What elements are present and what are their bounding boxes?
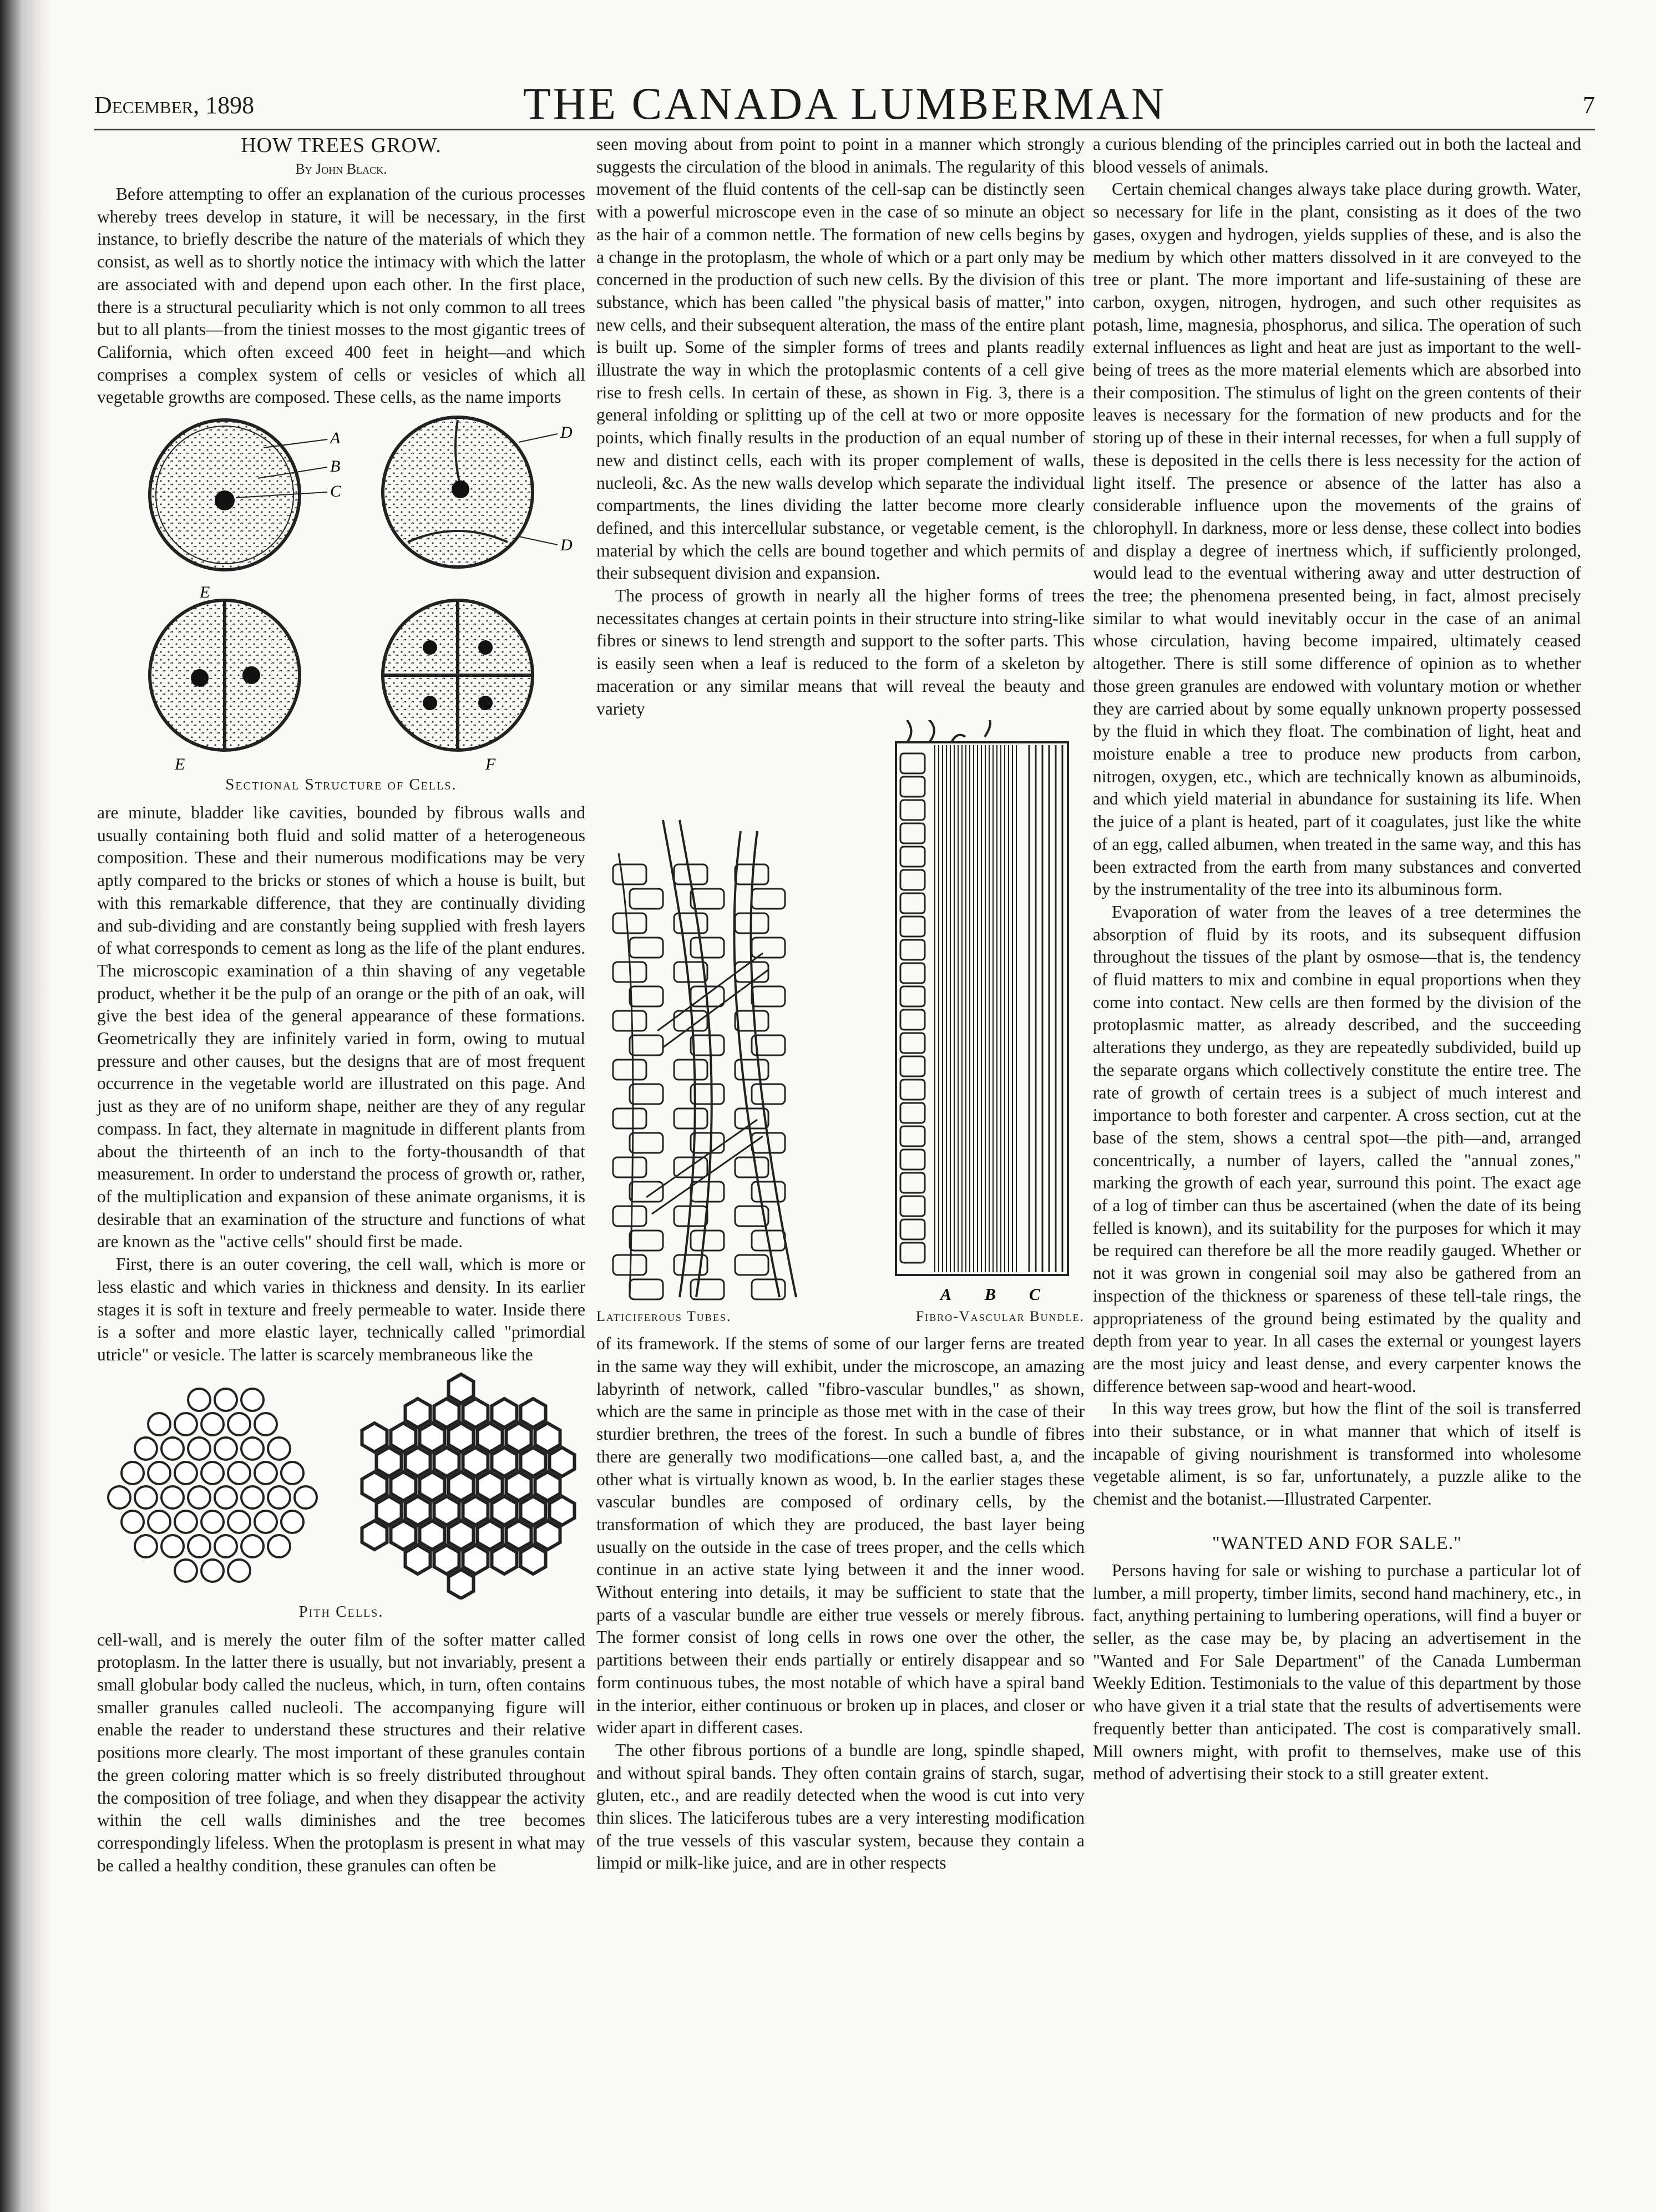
- laticiferous-cell: [691, 1133, 724, 1153]
- laticiferous-cell: [613, 864, 646, 884]
- paragraph: are minute, bladder like cavities, bounded by fibrous walls and usually containing both fluid and solid matter of a heterogeneous composition. These and their numerous modifications may be very aptly compared to the bricks or stones of which a house is built, but with this remarkable difference, that they are continually dividing and sub-dividing and are constantly being supplied with fresh layers of what corresponds to cement as long as the life of the plant endures. The microscopic examination of a thin shaving of any vegetable product, whether it be the pulp of an orange or the pith of an oak, will give the best idea of the general appearance of these formations. Geometrically they are infinitely varied in form, owing to mutual pressure and other causes, but the designs that are of most frequent occurrence in the vegetable world are illustrated on this page. And just as they are of no uniform shape, neither are they of any regular compass. In fact, they alternate in magnitude in different plants from about the thirteenth of an inch to the forty-thousandth of that measurement. In order to understand the process of growth or, rather, of the multiplication and expansion of these animate organisms, it is desirable that an examination of the structure and functions of what are known as the "active cells" should first be made.: [97, 803, 585, 1252]
- laticiferous-cell: [691, 1035, 724, 1055]
- paragraph: The process of growth in nearly all the higher forms of trees necessitates changes at certain points in their structure into string-like fibres or sinews to lend strength and support to the softer parts. This is easily seen when a leaf is reduced to the form of a skeleton by maceration or any similar means that will reveal the beauty and variety: [596, 586, 1085, 718]
- bundle-cell: [900, 777, 925, 797]
- paragraph: seen moving about from point to point in a manner which strongly suggests the circulation of the blood in animals. The regularity of this movement of the fluid contents of the cell-sap can be distinctly seen with a powerful microscope even in the case of so minute an object as the hair of a common nettle. The formation of new cells begins by a change in the protoplasm, the whole of which or a part only may be concerned in the production of such new cells. By the division of this substance, which has been called "the physical basis of matter," into new cells, and their subsequent alteration, the mass of the entire plant is built up. Some of the simpler forms of trees and plants readily illustrate the way in which the protoplasmic contents of a cell give rise to fresh cells. In certain of these, as shown in Fig. 3, there is a general infolding or splitting up of the cell at two or more opposite points, which finally results in the production of an equal number of new and distinct cells, each with its proper complement of walls, nucleoli, &c. As the new walls develop which separate the individual compartments, the lines dividing the latter become more clearly defined, and this intercellular substance, or vegetable cement, is the material by which the cells are bound together and which permits of their subsequent division and expansion.: [596, 134, 1085, 583]
- pith-cell-hex: [449, 1423, 474, 1452]
- label-c: C: [330, 482, 342, 501]
- notice-title: "WANTED AND FOR SALE.": [1212, 1532, 1462, 1553]
- pith-cell-round: [201, 1413, 224, 1435]
- label-b: B: [330, 457, 341, 476]
- pith-cell-hex: [492, 1496, 517, 1525]
- pith-cell-round: [241, 1535, 264, 1557]
- pith-cell-hex: [420, 1521, 445, 1550]
- pith-cell-hex: [492, 1545, 517, 1574]
- pith-cell-round: [201, 1560, 224, 1582]
- bundle-cell: [900, 1103, 925, 1123]
- pith-cell-round: [268, 1437, 290, 1460]
- label-e-bottom: E: [175, 755, 185, 773]
- paragraph: of its framework. If the stems of some of our larger ferns are treated in the same way they will exhibit, under the microscope, an amazing labyrinth of network, called "fibro-vascular bundles," as shown, which are the same in principle as those met with in the case of their sturdier brethren, the trees of the forest. In such a bundle of fibres there are generally two modifications—one called bast, a, and the other what is virtually known as wood, b. In the earlier stages these vascular bundles are composed of ordinary cells, by the transformation of which they are produced, the bast layer being usually on the outside in the case of trees proper, and the cells which continue in an active state lying between it and the inner wood. Without entering into details, it may be sufficient to state that the parts of a vascular bundle are either true vessels or merely fibrous. The former consist of long cells in rows one over the other, the partitions between their ends partially or entirely disappear and so form continuous tubes, the most notable of which have a spiral band in the interior, either continuous or broken up in places, and closer or wider apart in different cases.: [596, 1334, 1085, 1738]
- pith-cell-hex: [535, 1472, 560, 1501]
- laticiferous-tubes-drawing: [613, 820, 796, 1299]
- pith-cell-round: [228, 1560, 250, 1582]
- pith-cell-round: [135, 1437, 157, 1460]
- figure-caption-laticiferous: Laticiferous Tubes.: [596, 1308, 732, 1325]
- pith-cell-round: [188, 1437, 210, 1460]
- pith-cell-hex: [449, 1570, 474, 1598]
- laticiferous-cell: [752, 986, 785, 1006]
- pith-cell-hex: [362, 1472, 387, 1501]
- pith-cell-round: [228, 1413, 250, 1435]
- bundle-cell: [900, 823, 925, 843]
- article-title: HOW TREES GROW.: [241, 134, 442, 157]
- sectional-structure-figure: [97, 409, 585, 772]
- pith-cell-hex: [406, 1447, 431, 1476]
- pith-cell-hex: [406, 1545, 431, 1574]
- pith-cell-hex: [521, 1447, 546, 1476]
- pith-cell-round: [188, 1535, 210, 1557]
- laticiferous-cell: [752, 938, 785, 958]
- laticiferous-cell: [735, 1060, 768, 1080]
- hexagonal-pith-cells: [362, 1374, 575, 1598]
- bundle-cell: [900, 1173, 925, 1193]
- pith-cell-round: [148, 1413, 170, 1435]
- bundle-cell: [900, 1150, 925, 1170]
- pith-cell-hex: [550, 1496, 575, 1525]
- paragraph: Evaporation of water from the leaves of a tree determines the absorption of fluid by its roots, and its subsequent diffusion throughout the tissues of the plant by osmose—that is, the tendency of fluid matters to mix and combine in equal proportions when they come into contact. New cells are then formed by the division of the protoplasmic matter, as already described, and the succeeding alterations they undergo, as they are repeatedly subdivided, build up the separate organs which collectively constitute the entire tree. The rate of growth of certain trees is a subject of much interest and importance to both forester and carpenter. A cross section, cut at the base of the stem, shows a central spot—the pith—and, arranged concentrically, a number of layers, called the "annual zones," marking the growth of each year, surround this point. The exact age of a log of timber can thus be ascertained (when the date of its being felled is known), and its suitability for the purposes for which it may be required can therefore be all the more readily gauged. Whether or not it was grown in congenial soil may also be gathered from an inspection of the thickness or spareness of these tell-tale rings, the appropriateness of the ground being estimated by the quality and depth from year to year. In all cases the external or youngest layers are the most juicy and least dense, and every carpenter knows the difference between sap-wood and heart-wood.: [1093, 902, 1581, 1396]
- bundle-cell: [900, 986, 925, 1006]
- bundle-cell: [900, 1126, 925, 1146]
- pith-cell-hex: [362, 1423, 387, 1452]
- pith-cell-hex: [507, 1521, 531, 1550]
- column-2: [596, 133, 1085, 1875]
- pith-cell-round: [228, 1511, 250, 1533]
- laticiferous-cell: [691, 1231, 724, 1251]
- pith-cell-round: [135, 1486, 157, 1509]
- cell-diagram-d: [383, 417, 573, 567]
- pith-cell-hex: [478, 1423, 503, 1452]
- pith-cell-hex: [507, 1472, 531, 1501]
- pith-cell-round: [188, 1486, 210, 1509]
- label-bundle-c: C: [1029, 1285, 1041, 1304]
- pith-cell-round: [255, 1413, 277, 1435]
- pith-cell-hex: [550, 1447, 575, 1476]
- pith-cell-hex: [377, 1496, 402, 1525]
- pith-cell-hex: [535, 1521, 560, 1550]
- laticiferous-cell: [613, 1157, 646, 1177]
- paragraph: cell-wall, and is merely the outer film of the softer matter called protoplasm. In the latter there is usually, but not invariably, present a small globular body called the nucleus, which, in turn, often contains smaller granules called nucleoli. The accompanying figure will enable the reader to understand these structures and their relative positions more clearly. The most important of these granules contain the green coloring matter which is so freely distributed throughout the composition of tree foliage, and when they disappear the activity within the cell walls diminishes and the tree becomes correspondingly lifeless. When the protoplasm is present in what may be called a healthy condition, these granules can often be: [97, 1629, 585, 1875]
- pith-cell-round: [241, 1389, 264, 1411]
- cell-diagram-f: [383, 600, 533, 772]
- pith-cell-round: [161, 1437, 184, 1460]
- pith-cell-hex: [492, 1447, 517, 1476]
- laticiferous-cell: [752, 1084, 785, 1104]
- pith-cell-round: [175, 1560, 197, 1582]
- pith-cell-hex: [362, 1521, 387, 1550]
- bundle-cell: [900, 940, 925, 960]
- pith-cell-hex: [449, 1472, 474, 1501]
- laticiferous-cell: [630, 938, 663, 958]
- pith-cell-round: [161, 1535, 184, 1557]
- bundle-cell: [900, 1219, 925, 1239]
- laticiferous-cell: [691, 938, 724, 958]
- pith-cell-hex: [406, 1399, 431, 1428]
- pith-cell-hex: [420, 1423, 445, 1452]
- pith-cell-round: [241, 1486, 264, 1509]
- bundle-cell: [900, 893, 925, 913]
- laticiferous-cell: [630, 1133, 663, 1153]
- pith-cell-round: [281, 1511, 303, 1533]
- pith-cell-round: [268, 1535, 290, 1557]
- laticiferous-cell: [630, 1231, 663, 1251]
- round-pith-cells: [108, 1389, 317, 1582]
- laticiferous-cell: [613, 1011, 646, 1031]
- laticiferous-cell: [752, 889, 785, 909]
- cell-diagram-e: [150, 583, 300, 772]
- pith-cell-hex: [449, 1374, 474, 1403]
- pith-cell-round: [241, 1437, 264, 1460]
- laticiferous-cell: [735, 1255, 768, 1275]
- figure-caption-cells: Sectional Structure of Cells.: [225, 776, 457, 794]
- pith-cell-round: [215, 1389, 237, 1411]
- pith-cell-round: [295, 1486, 317, 1509]
- pith-cell-hex: [535, 1423, 560, 1452]
- pith-cell-round: [201, 1511, 224, 1533]
- page-header: [94, 78, 1595, 128]
- laticiferous-cell: [613, 1108, 646, 1128]
- masthead-title: THE CANADA LUMBERMAN: [523, 78, 1167, 129]
- paragraph: The other fibrous portions of a bundle are long, spindle shaped, and without spiral bands. They often contain grains of starch, sugar, gluten, etc., and are readily detected when the wood is cut into very thin slices. The laticiferous tubes are a very interesting modification of the true vessels of this vascular system, because they contain a limpid or milk-like juice, and are in other respects: [596, 1740, 1085, 1873]
- pith-cell-hex: [507, 1423, 531, 1452]
- pith-cell-hex: [521, 1545, 546, 1574]
- bundle-cell: [900, 917, 925, 937]
- pith-cell-round: [215, 1486, 237, 1509]
- pith-cell-round: [215, 1437, 237, 1460]
- pith-cell-hex: [434, 1399, 459, 1428]
- pith-cell-round: [281, 1462, 303, 1484]
- pith-cell-hex: [521, 1399, 546, 1428]
- pith-cell-hex: [463, 1545, 488, 1574]
- pith-cell-round: [268, 1486, 290, 1509]
- laticiferous-cell: [613, 1206, 646, 1226]
- bundle-cell: [900, 1243, 925, 1263]
- paragraph: First, there is an outer covering, the cell wall, which is more or less elastic and which varies in thickness and density. In its earlier stages it is soft in texture and freely permeable to water. Inside there is a softer and more elastic layer, technically called "primordial utricle" or vesicle. The latter is scarcely membraneous like the: [97, 1254, 585, 1364]
- tubes-and-bundle-figure: [596, 720, 1085, 1308]
- column-1: [97, 133, 585, 1877]
- laticiferous-cell: [735, 1011, 768, 1031]
- paragraph: Certain chemical changes always take place during growth. Water, so necessary for life in the plant, consisting as it does of the two gases, oxygen and hydrogen, yields supplies of these, and is also the medium by which other matters dissolved in it are conveyed to the tree or plant. The more important and life-sustaining of these are carbon, oxygen, nitrogen, hydrogen, and such other requisites as potash, lime, magnesia, phosphorus, and silica. The operation of such external influences as light and heat are just as important to the well-being of trees as the more material elements which are absorbed into their composition. The stimulus of light on the green contents of their leaves is necessary for the formation of new products and for the storing up of these in their internal recesses, for when a full supply of these is deposited in the cells there is less necessity for the action of light itself. The presence or absence of the latter has also a considerable influence upon the movements of the grains of chlorophyll. In darkness, more or less dense, these collect into bodies and display a degree of inertness which, if sufficiently prolonged, would lead to the eventual withering away and utter destruction of the tree; the phenomena presented being, in fact, almost precisely similar to what would inevitably occur in the case of an animal whose circulation, having become impaired, ultimately ceased altogether. There is still some difference of opinion as to whether those green granules are endowed with voluntary motion or whether they are carried about by some equally unknown property possessed by the fluid in which they float. The combination of light, heat and moisture enable a tree to produce new products from carbon, nitrogen, oxygen, etc., which are technically known as albuminoids, and which yield material in abundance for sustaining its life. When the juice of a plant is heated, part of it coagulates, just like the white of an egg, called albumen, when treated in the same way, and this has been extracted from the earth from many substances and converted by the instrumentality of the tree into its albuminous form.: [1093, 179, 1581, 899]
- pith-cell-hex: [434, 1496, 459, 1525]
- laticiferous-cell: [630, 1084, 663, 1104]
- pith-cell-hex: [391, 1472, 416, 1501]
- pith-cell-round: [201, 1462, 224, 1484]
- label-bundle-a: A: [940, 1285, 952, 1304]
- laticiferous-cell: [630, 1279, 663, 1299]
- pith-cell-hex: [434, 1545, 459, 1574]
- paragraph: Before attempting to offer an explanation of the curious processes whereby trees develop in stature, it will be necessary, in the first instance, to briefly describe the nature of the materials of which they consist, as well as to shortly notice the intimacy with which the latter are associated with and depend upon each other. In the first place, there is a structural peculiarity which is not only common to all trees but to all plants—from the tiniest mosses to the most gigantic trees of California, which often exceed 400 feet in height—and which comprises a complex system of cells or vesicles of which all vegetable growths are composed. These cells, as the name imports: [97, 184, 585, 407]
- cell-diagram-a: [150, 420, 342, 570]
- pith-cell-hex: [406, 1496, 431, 1525]
- pith-cell-round: [255, 1462, 277, 1484]
- pith-cell-hex: [478, 1521, 503, 1550]
- laticiferous-cell: [613, 1060, 646, 1080]
- laticiferous-cell: [613, 913, 646, 933]
- pith-cell-round: [175, 1413, 197, 1435]
- label-d-bottom: D: [560, 536, 573, 555]
- bundle-cell: [900, 1080, 925, 1100]
- page-number: 7: [1583, 92, 1595, 119]
- figure-caption-pith: Pith Cells.: [298, 1602, 384, 1621]
- pith-cell-round: [135, 1535, 157, 1557]
- pith-cell-round: [228, 1462, 250, 1484]
- label-e-top: E: [200, 583, 210, 602]
- pith-cell-hex: [377, 1447, 402, 1476]
- bundle-cell: [900, 1196, 925, 1216]
- label-bundle-b: B: [985, 1285, 996, 1304]
- paragraph: a curious blending of the principles carried out in both the lacteal and blood vessels of animals.: [1093, 134, 1581, 176]
- laticiferous-cell: [630, 986, 663, 1006]
- article-byline: By John Black.: [295, 161, 387, 177]
- laticiferous-cell: [674, 1060, 707, 1080]
- bundle-cell: [900, 963, 925, 983]
- paragraph: In this way trees grow, but how the flint of the soil is transferred into their substance, or in what manner that which of itself is incapable of giving nourishment is transformed into wholesome vegetable aliment, is so far, unfortunately, a puzzle alike to the chemist and the botanist.—Illustrated Carpenter.: [1093, 1399, 1581, 1509]
- pith-cell-round: [175, 1511, 197, 1533]
- pith-cell-hex: [492, 1399, 517, 1428]
- figure-caption-fibro-vascular: Fibro-Vascular Bundle.: [915, 1308, 1085, 1325]
- column-3: [1093, 133, 1581, 1785]
- pith-cell-round: [175, 1462, 197, 1484]
- laticiferous-cell: [630, 1182, 663, 1202]
- pith-cell-hex: [449, 1521, 474, 1550]
- bundle-cell: [900, 847, 925, 867]
- bundle-cell: [900, 1033, 925, 1053]
- laticiferous-cell: [752, 1182, 785, 1202]
- pith-cell-round: [215, 1535, 237, 1557]
- pith-cell-hex: [420, 1472, 445, 1501]
- bundle-cell: [900, 800, 925, 820]
- label-d-top: D: [560, 423, 573, 442]
- figure-captions-row: [596, 1308, 1085, 1325]
- pith-cell-hex: [463, 1399, 488, 1428]
- pith-cell-round: [121, 1462, 144, 1484]
- pith-cell-hex: [478, 1472, 503, 1501]
- issue-date: December, 1898: [94, 92, 255, 119]
- laticiferous-cell: [630, 889, 663, 909]
- bundle-cell: [900, 870, 925, 890]
- notice-body: Persons having for sale or wishing to purchase a particular lot of lumber, a mill property, timber limits, second hand machinery, etc., in fact, anything pertaining to lumbering operations, will find a buyer or seller, as the case may be, by placing an advertisement in the "Wanted and For Sale Department" of the Canada Lumberman Weekly Edition. Testimonials to the value of this department by those who have given it a trial state that the results of advertisements were frequently better than anticipated. The cost is comparatively small. Mill owners might, with profit to themselves, make use of this method of advertising their stock to a still greater extent.: [1093, 1560, 1581, 1784]
- pith-cell-round: [188, 1389, 210, 1411]
- pith-cells-figure: [97, 1366, 585, 1599]
- pith-cell-round: [255, 1511, 277, 1533]
- pith-cell-hex: [391, 1521, 416, 1550]
- laticiferous-cell: [735, 1157, 768, 1177]
- pith-cell-hex: [463, 1496, 488, 1525]
- fibro-vascular-bundle-drawing: [896, 720, 1068, 1304]
- pith-cell-round: [108, 1486, 130, 1509]
- pith-cell-hex: [434, 1447, 459, 1476]
- pith-cell-round: [148, 1462, 170, 1484]
- page-binding-edge: [0, 0, 53, 2212]
- header-rule: [94, 129, 1595, 130]
- bundle-cell: [900, 1010, 925, 1030]
- bundle-cell: [900, 1056, 925, 1076]
- label-f: F: [485, 755, 496, 773]
- pith-cell-round: [161, 1486, 184, 1509]
- pith-cell-round: [121, 1511, 144, 1533]
- bundle-cell: [900, 753, 925, 773]
- pith-cell-hex: [521, 1496, 546, 1525]
- pith-cell-hex: [463, 1447, 488, 1476]
- pith-cell-round: [148, 1511, 170, 1533]
- laticiferous-cell: [630, 1035, 663, 1055]
- pith-cell-hex: [391, 1423, 416, 1452]
- label-a: A: [330, 429, 341, 448]
- laticiferous-cell: [674, 1108, 707, 1128]
